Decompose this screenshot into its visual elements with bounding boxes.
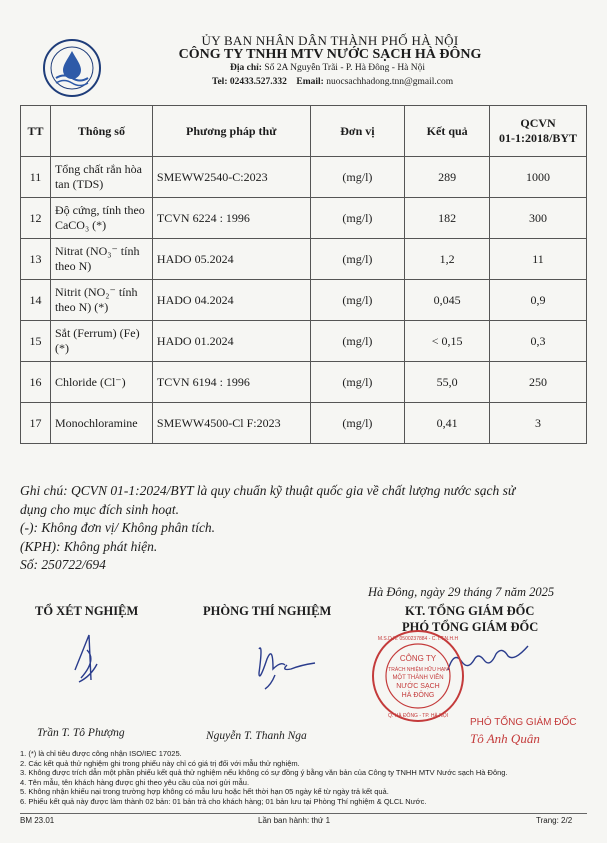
table-row — [21, 157, 587, 198]
svg-text:NƯỚC SẠCH: NƯỚC SẠCH — [396, 683, 440, 690]
header-method: Phương pháp thử — [152, 106, 310, 157]
row-method: TCVN 6224 : 1996 — [152, 198, 310, 239]
row-param: Monochloramine — [50, 403, 152, 444]
row-unit: (mg/l) — [310, 239, 405, 280]
table-row — [21, 239, 587, 280]
row-param: Chloride (Cl⁻) — [50, 362, 152, 403]
footnote: 2. Các kết quả thử nghiệm ghi trong phiếu này chỉ có giá trị đối với mẫu thử nghiệm. — [20, 758, 300, 768]
row-param: Độ cứng, tính theo CaCO₃ (*) — [50, 198, 152, 239]
row-unit: (mg/l) — [310, 280, 405, 321]
footnotes — [20, 749, 590, 807]
director-name: Tô Anh Quân — [470, 731, 540, 746]
row-unit: (mg/l) — [310, 321, 405, 362]
row-method: HADO 05.2024 — [152, 239, 310, 280]
issue-date: Hà Đông, ngày 29 tháng 7 năm 2025 — [368, 585, 555, 599]
row-tt: 16 — [21, 362, 51, 403]
svg-text:Q. HÀ ĐÔNG - TP. HÀ NỘI: Q. HÀ ĐÔNG - TP. HÀ NỘI — [387, 713, 449, 719]
row-param: Nitrat (NO₃⁻ tính theo N) — [50, 239, 152, 280]
table-row — [21, 198, 587, 239]
row-method: SMEWW4500-Cl F:2023 — [152, 403, 310, 444]
row-method: SMEWW2540-C:2023 — [152, 157, 310, 198]
row-tt: 12 — [21, 198, 51, 239]
row-limit: 1000 — [490, 157, 587, 198]
company-seal-icon — [370, 628, 466, 724]
header-contact: Tel: 02433.527.332 Email: nuocsachhadong.tnn@gmail.com — [212, 77, 454, 87]
row-unit: (mg/l) — [310, 362, 405, 403]
row-result: 0,41 — [405, 403, 490, 444]
edition: Lần ban hành: thứ 1 — [258, 816, 331, 825]
header-authority: ỦY BAN NHÂN DÂN THÀNH PHỐ HÀ NỘI — [201, 33, 459, 48]
notes: Ghi chú: QCVN 01-1:2024/BYT là quy chuẩn kỹ thuật quốc gia về chất lượng nước sạch sử dụng cho mục đích sinh hoạt. (-): Không đơn vị/ Không phân tích. (KPH): Không phát hiện. Số: 250722/694 — [20, 483, 516, 572]
svg-text:MỘT THÀNH VIÊN: MỘT THÀNH VIÊN — [392, 675, 444, 681]
row-tt: 11 — [21, 157, 51, 198]
footer-divider — [20, 813, 587, 814]
table-row — [21, 280, 587, 321]
row-param: Tổng chất rắn hòa tan (TDS) — [50, 157, 152, 198]
footnote: 5. Không nhận khiếu nại trong trường hợp không có mẫu lưu hoặc hết thời hạn 05 ngày kể từ ngày trả kết quả. — [20, 787, 389, 797]
row-result: 182 — [405, 198, 490, 239]
row-tt: 15 — [21, 321, 51, 362]
director-subtitle: PHÓ TỔNG GIÁM ĐỐC — [402, 620, 539, 634]
director-title: KT. TỔNG GIÁM ĐỐC — [405, 604, 535, 618]
director-role: PHÓ TỔNG GIÁM ĐỐC — [470, 717, 577, 728]
svg-text:TRÁCH NHIỆM HỮU HẠN: TRÁCH NHIỆM HỮU HẠN — [388, 667, 448, 673]
table-header-row — [21, 106, 587, 157]
tester-title: TỔ XÉT NGHIỆM — [35, 604, 139, 618]
row-method: HADO 01.2024 — [152, 321, 310, 362]
row-limit: 0,3 — [490, 321, 587, 362]
header-address: Địa chỉ: Số 2A Nguyễn Trãi - P. Hà Đông - Hà Nội — [230, 63, 426, 73]
lab-signature-icon — [235, 635, 345, 695]
footnote: 6. Phiếu kết quả này được làm thành 02 bản: 01 bản trả cho khách hàng; 01 bản lưu tại Phòng Thí nghiệm & QLCL Nước. — [20, 796, 427, 806]
table-row — [21, 362, 587, 403]
tester-name: Trần T. Tô Phượng — [37, 727, 125, 739]
header-tt: TT — [21, 106, 51, 157]
row-limit: 11 — [490, 239, 587, 280]
row-unit: (mg/l) — [310, 198, 405, 239]
header-unit: Đơn vị — [310, 106, 405, 157]
row-param: Nitrit (NO₂⁻ tính theo N) (*) — [50, 280, 152, 321]
row-method: HADO 04.2024 — [152, 280, 310, 321]
header-standard: QCVN 01-1:2018/BYT — [490, 106, 587, 157]
row-tt: 13 — [21, 239, 51, 280]
row-unit: (mg/l) — [310, 157, 405, 198]
row-unit: (mg/l) — [310, 403, 405, 444]
row-limit: 3 — [490, 403, 587, 444]
row-limit: 300 — [490, 198, 587, 239]
header-company: CÔNG TY TNHH MTV NƯỚC SẠCH HÀ ĐÔNG — [178, 47, 482, 62]
row-limit: 250 — [490, 362, 587, 403]
row-result: 55,0 — [405, 362, 490, 403]
header-param: Thông số — [50, 106, 152, 157]
row-tt: 14 — [21, 280, 51, 321]
lab-name: Nguyễn T. Thanh Nga — [206, 730, 307, 742]
svg-text:M.S.D.N: 0500237884 - C.T.T.N.: M.S.D.N: 0500237884 - C.T.T.N.H.H — [377, 636, 459, 642]
form-code: BM 23.01 — [20, 816, 55, 825]
results-table — [20, 105, 587, 444]
row-param: Sắt (Ferrum) (Fe) (*) — [50, 321, 152, 362]
row-result: < 0,15 — [405, 321, 490, 362]
footnote: 3. Không được trích dẫn một phần phiếu kết quả thử nghiệm nếu không có sự đồng ý bằng văn bản của Công ty TNHH MTV Nước sạch Hà Đông. — [20, 768, 508, 778]
row-limit: 0,9 — [490, 280, 587, 321]
footnote: 1. (*) là chỉ tiêu được công nhận ISO/IEC 17025. — [20, 749, 182, 758]
row-tt: 17 — [21, 403, 51, 444]
row-method: TCVN 6194 : 1996 — [152, 362, 310, 403]
svg-text:HÀ ĐÔNG: HÀ ĐÔNG — [401, 692, 435, 699]
table-row — [21, 403, 587, 444]
page-number: Trang: 2/2 — [536, 816, 573, 825]
lab-title: PHÒNG THÍ NGHIỆM — [203, 604, 332, 618]
header-result: Kết quả — [405, 106, 490, 157]
water-drop-logo-icon — [42, 38, 102, 98]
row-result: 1,2 — [405, 239, 490, 280]
table-row — [21, 321, 587, 362]
footnote: 4. Tên mẫu, tên khách hàng được ghi theo yêu cầu của nơi gửi mẫu. — [20, 777, 250, 787]
tester-signature-icon — [55, 630, 115, 690]
row-result: 289 — [405, 157, 490, 198]
row-result: 0,045 — [405, 280, 490, 321]
svg-text:CÔNG TY: CÔNG TY — [399, 654, 437, 663]
